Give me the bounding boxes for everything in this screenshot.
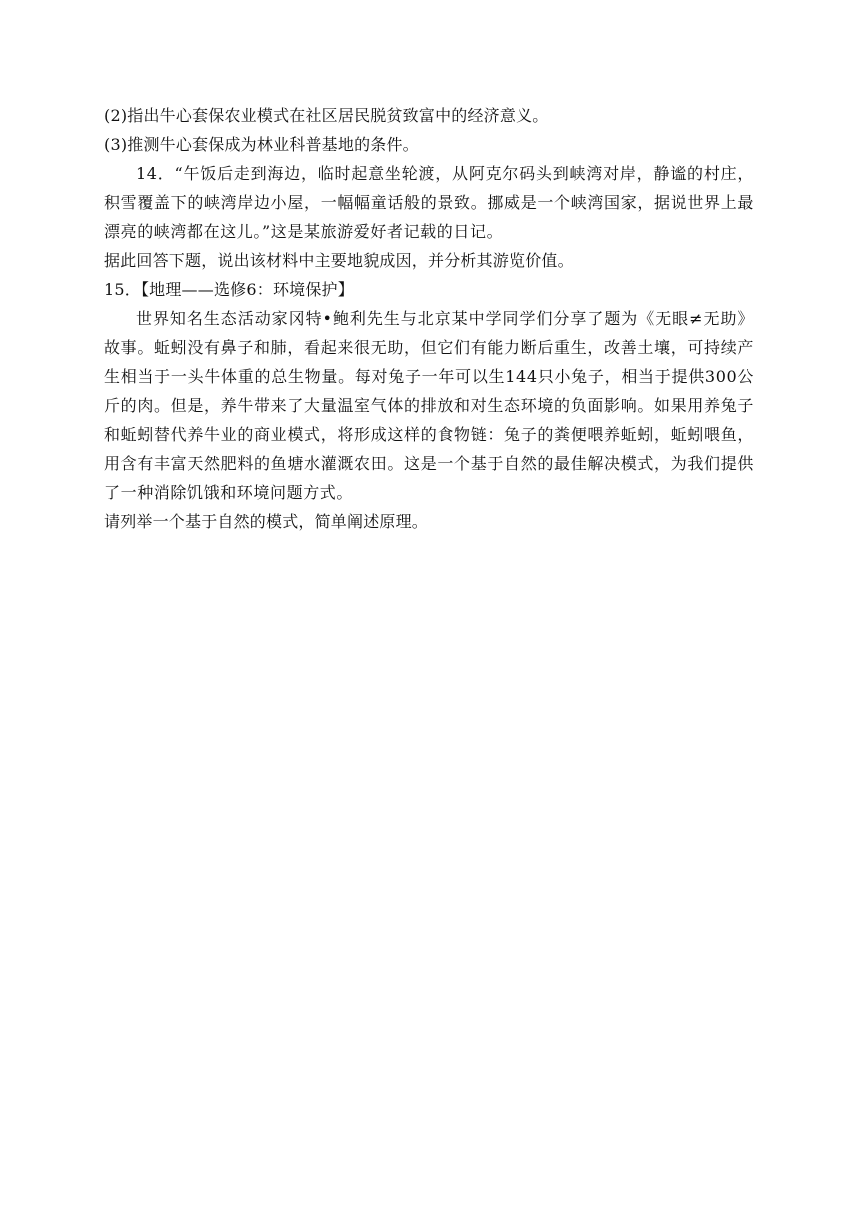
- question-14-text: 14．“午饭后走到海边，临时起意坐轮渡，从阿克尔码头到峡湾对岸，静谧的村庄，积雪覆盖下的峡湾岸边小屋，一幅幅童话般的景致。挪威是一个峡湾国家，据说世界上最漂亮的峡湾都在这儿。”这是某旅游爱好者记载的日记。: [104, 164, 754, 241]
- question-2-line: (2)指出牛心套保农业模式在社区居民脱贫致富中的经济意义。: [104, 106, 549, 125]
- question-15-heading: 15．【地理——选修6：环境保护】: [104, 280, 354, 299]
- question-3-line: (3)推测牛心套保成为林业科普基地的条件。: [104, 135, 419, 154]
- question-15-prompt: 请列举一个基于自然的模式，简单阐述原理。: [104, 512, 429, 531]
- question-15-text: 世界知名生态活动家冈特•鲍利先生与北京某中学同学们分享了题为《无眼≠无助》故事。蚯蚓没有鼻子和肺，看起来很无助，但它们有能力断后重生，改善土壤，可持续产生相当于一头牛体重的总生物量。每对兔子一年可以生144只小兔子，相当于提供300公斤的肉。但是，养牛带来了大量温室气体的排放和对生态环境的负面影响。如果用养兔子和蚯蚓替代养牛业的商业模式，将形成这样的食物链：兔子的粪便喂养蚯蚓，蚯蚓喂鱼，用含有丰富天然肥料的鱼塘水灌溉农田。这是一个基于自然的最佳解决模式，为我们提供了一种消除饥饿和环境问题方式。: [104, 309, 754, 502]
- question-14-prompt: 据此回答下题，说出该材料中主要地貌成因，并分析其游览价值。: [104, 251, 574, 270]
- document-content: [104, 101, 754, 536]
